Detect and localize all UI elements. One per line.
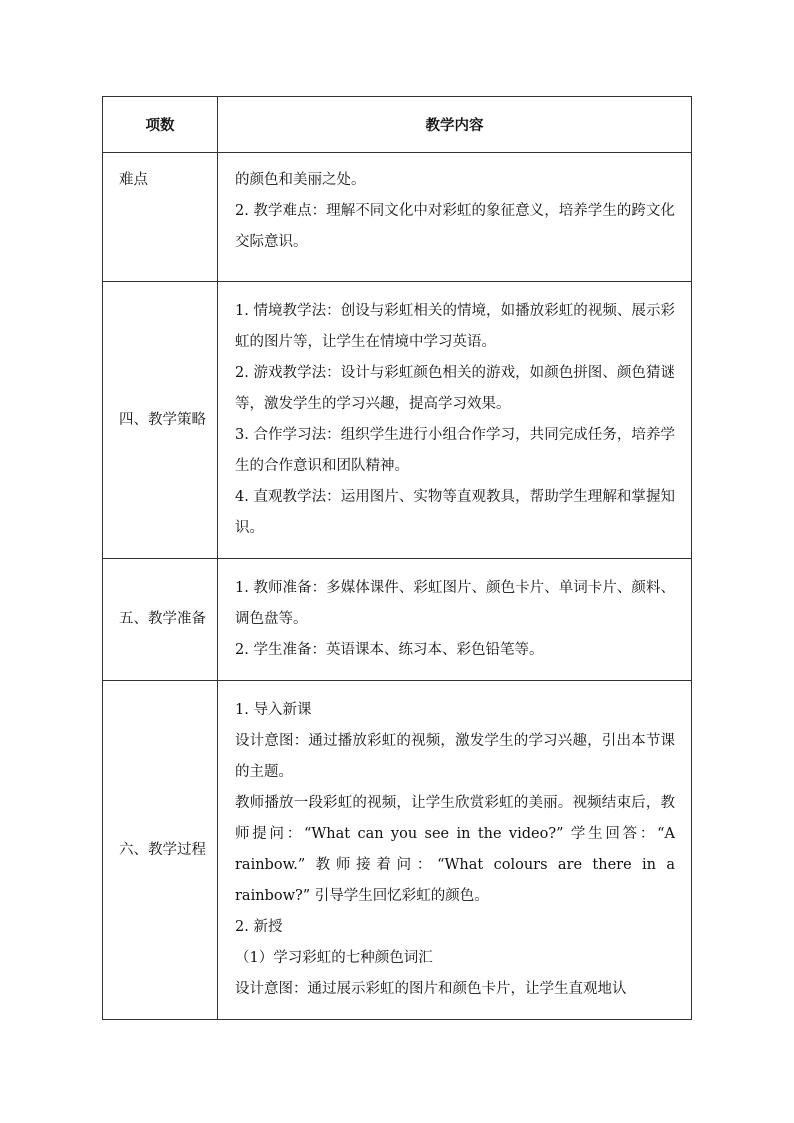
row-item-cell: 难点 <box>103 153 218 282</box>
row-item-cell: 五、教学准备 <box>103 559 218 681</box>
content-paragraph: 教师播放一段彩虹的视频，让学生欣赏彩虹的美丽。视频结束后，教师提问：“What can you see in the video?” 学生回答：“A rainbow.” 教师接着问：“What colours are there in a rainbow?” 引导学生回忆彩虹的颜色。 <box>235 795 675 904</box>
table-row <box>103 282 692 559</box>
row-item-cell: 四、教学策略 <box>103 282 218 559</box>
content-paragraph: 设计意图：通过播放彩虹的视频，激发学生的学习兴趣，引出本节课的主题。 <box>235 733 675 780</box>
row-content-cell <box>218 282 692 559</box>
table-row <box>103 153 692 282</box>
header-item-cell: 项数 <box>103 97 218 153</box>
content-paragraph: 1. 导入新课 <box>235 702 312 718</box>
content-paragraph: 3. 合作学习法：组织学生进行小组合作学习，共同完成任务，培养学生的合作意识和团队精神。 <box>235 427 675 474</box>
content-paragraph: 的颜色和美丽之处。 <box>235 172 366 188</box>
content-paragraph: 1. 教师准备：多媒体课件、彩虹图片、颜色卡片、单词卡片、颜料、调色盘等。 <box>235 580 675 627</box>
content-paragraph: 设计意图：通过展示彩虹的图片和颜色卡片，让学生直观地认 <box>235 981 627 997</box>
header-content-cell: 教学内容 <box>218 97 692 153</box>
content-paragraph: 2. 新授 <box>235 919 283 935</box>
row-content-cell <box>218 681 692 1020</box>
content-paragraph: 2. 游戏教学法：设计与彩虹颜色相关的游戏，如颜色拼图、颜色猜谜等，激发学生的学习兴趣，提高学习效果。 <box>235 365 675 412</box>
content-paragraph: 2. 教学难点：理解不同文化中对彩虹的象征意义，培养学生的跨文化交际意识。 <box>235 203 675 250</box>
row-content-cell <box>218 559 692 681</box>
row-content-cell <box>218 153 692 282</box>
table-row <box>103 559 692 681</box>
table-row <box>103 681 692 1020</box>
row-item-cell: 六、教学过程 <box>103 681 218 1020</box>
content-paragraph: 4. 直观教学法：运用图片、实物等直观教具，帮助学生理解和掌握知识。 <box>235 489 675 536</box>
lesson-plan-table <box>102 96 692 1020</box>
table-header-row <box>103 97 692 153</box>
content-paragraph: （1）学习彩虹的七种颜色词汇 <box>235 950 433 966</box>
content-paragraph: 2. 学生准备：英语课本、练习本、彩色铅笔等。 <box>235 642 544 658</box>
content-paragraph: 1. 情境教学法：创设与彩虹相关的情境，如播放彩虹的视频、展示彩虹的图片等，让学生在情境中学习英语。 <box>235 303 675 350</box>
